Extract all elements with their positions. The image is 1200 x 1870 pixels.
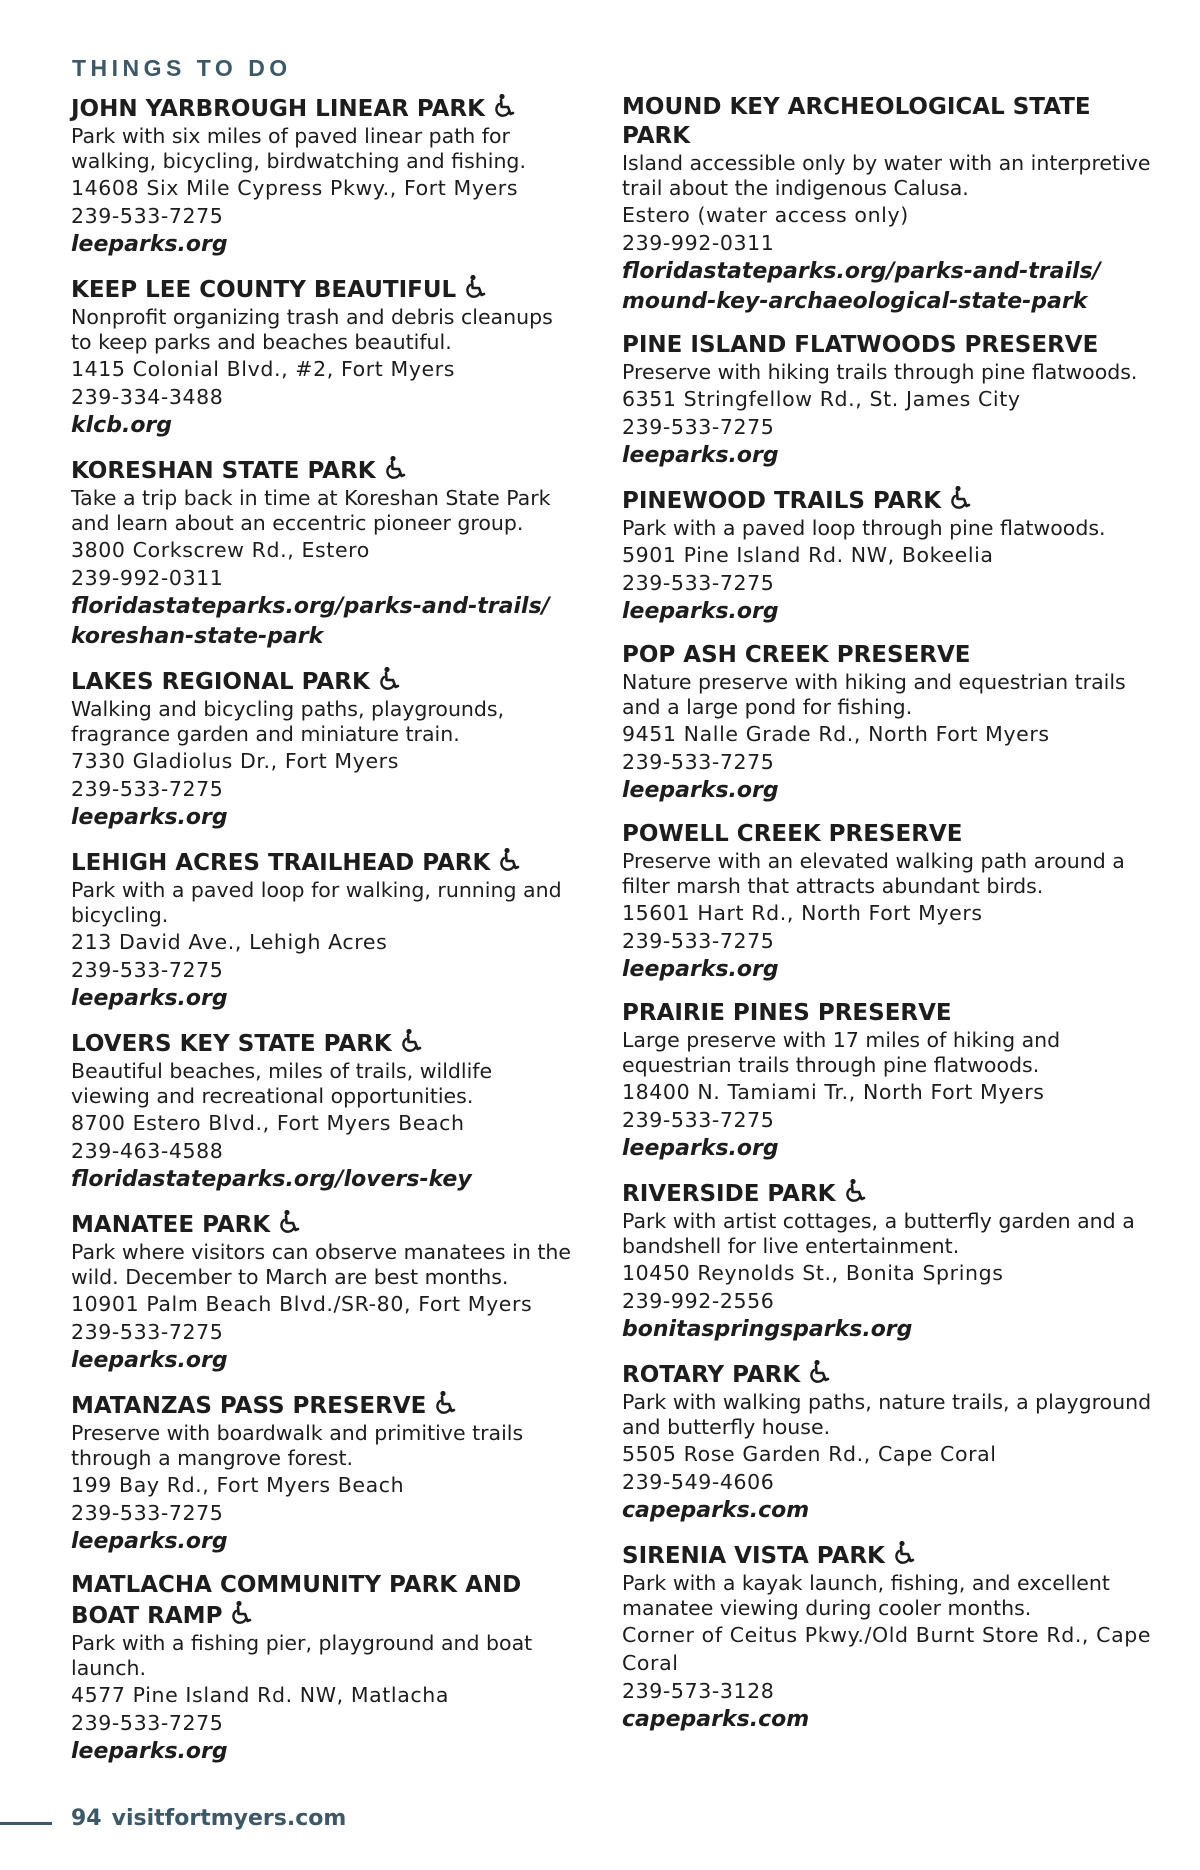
listing-address: 5505 Rose Garden Rd., Cape Coral [622,1442,997,1466]
listing-description: Park with six miles of paved linear path for walking, bicycling, birdwatching and fishing. [71,124,526,173]
listing-name [71,1390,571,1421]
listing-title: KEEP LEE COUNTY BEAUTIFUL [71,277,457,303]
listing-description: Park with a paved loop through pine flatwoods. [622,516,1106,540]
listing-phone: 239-533-7275 [71,1711,224,1735]
listing-title: RIVERSIDE PARK [622,1181,836,1207]
listing-website-link[interactable]: capeparks.com [622,1498,810,1523]
listing-title: ROTARY PARK [622,1362,801,1388]
listing-description: Preserve with an elevated walking path around a filter marsh that attracts abundant birds. [622,849,1125,898]
wheelchair-accessible-icon [398,1028,424,1054]
wheelchair-accessible-icon [496,847,522,873]
listing-entry [71,847,571,1014]
listing-website-link[interactable]: leeparks.org [71,1529,228,1554]
wheelchair-accessible-icon [891,1540,917,1566]
listing-website-link[interactable]: leeparks.org [71,232,228,257]
listing-address: 14608 Six Mile Cypress Pkwy., Fort Myers [71,176,519,200]
listing-name [622,93,1162,151]
listing-website-link[interactable]: floridastateparks.org/parks-and-trails/ koreshan-state-park [71,594,550,649]
listing-address: 5901 Pine Island Rd. NW, Bokeelia [622,543,994,567]
listing-title: LEHIGH ACRES TRAILHEAD PARK [71,850,491,876]
listing-address: 10450 Reynolds St., Bonita Springs [622,1261,1004,1285]
listing-phone: 239-533-7275 [622,750,775,774]
listing-description: Take a trip back in time at Koreshan State Park and learn about an eccentric pioneer group. [71,486,551,535]
wheelchair-accessible-icon [462,274,488,300]
listing-phone: 239-533-7275 [622,1108,775,1132]
section-title: THINGS TO DO [72,55,292,81]
listing-address: 15601 Hart Rd., North Fort Myers [622,901,983,925]
listing-entry [71,666,571,833]
listing-description: Island accessible only by water with an interpretive trail about the indigenous Calusa. [622,151,1151,200]
wheelchair-accessible-icon [228,1600,254,1626]
listing-name [71,274,571,305]
listing-phone: 239-533-7275 [71,204,224,228]
listing-description: Large preserve with 17 miles of hiking and equestrian trails through pine flatwoods. [622,1028,1061,1077]
listing-name [622,1540,1162,1571]
listing-description: Park with artist cottages, a butterfly garden and a bandshell for live entertainment. [622,1209,1135,1258]
listing-description: Nonprofit organizing trash and debris cleanups to keep parks and beaches beautiful. [71,305,553,354]
listing-phone: 239-463-4588 [71,1139,224,1163]
listing-name [622,331,1162,360]
listing-address: Estero (water access only) [622,203,909,227]
left-column [71,93,571,1781]
listing-name [71,1209,571,1240]
listing-description: Walking and bicycling paths, playgrounds, fragrance garden and miniature train. [71,697,505,746]
listing-address: 7330 Gladiolus Dr., Fort Myers [71,749,399,773]
listing-entry [71,1028,571,1195]
listing-address: 3800 Corkscrew Rd., Estero [71,538,370,562]
listing-entry [622,93,1162,317]
listing-description: Park with a fishing pier, playground and boat launch. [71,1631,533,1680]
listing-website-link[interactable]: floridastateparks.org/parks-and-trails/ mound-key-archaeological-state-park [622,259,1101,314]
listing-address: 10901 Palm Beach Blvd./SR-80, Fort Myers [71,1292,533,1316]
listing-website-link[interactable]: bonitaspringsparks.org [622,1317,913,1342]
listing-phone: 239-992-0311 [622,231,775,255]
listing-website-link[interactable]: leeparks.org [622,443,779,468]
listing-name [71,455,571,486]
listing-name [71,1028,571,1059]
wheelchair-accessible-icon [376,666,402,692]
listing-name [622,1359,1162,1390]
listing-title: MOUND KEY ARCHEOLOGICAL STATE PARK [622,94,1091,149]
listing-address: 8700 Estero Blvd., Fort Myers Beach [71,1111,465,1135]
listing-phone: 239-533-7275 [71,1320,224,1344]
listing-description: Beautiful beaches, miles of trails, wildlife viewing and recreational opportunities. [71,1059,493,1108]
listing-website-link[interactable]: klcb.org [71,413,173,438]
listing-phone: 239-533-7275 [622,929,775,953]
listing-title: LAKES REGIONAL PARK [71,669,370,695]
listing-title: MATANZAS PASS PRESERVE [71,1393,427,1419]
wheelchair-accessible-icon [432,1390,458,1416]
listing-address: 18400 N. Tamiami Tr., North Fort Myers [622,1080,1045,1104]
wheelchair-accessible-icon [806,1359,832,1385]
listing-website-link[interactable]: leeparks.org [71,805,228,830]
listing-name [622,641,1162,670]
listing-description: Nature preserve with hiking and equestrian trails and a large pond for fishing. [622,670,1126,719]
listing-entry [622,331,1162,471]
listing-name [622,820,1162,849]
listing-description: Park where visitors can observe manatees in the wild. December to March are best months. [71,1240,571,1289]
listing-website-link[interactable]: leeparks.org [622,1136,779,1161]
listing-title: MANATEE PARK [71,1212,271,1238]
listing-phone: 239-533-7275 [622,415,775,439]
page-number: 94 [71,1806,102,1831]
listing-name [71,847,571,878]
footer [71,1806,346,1831]
listing-phone: 239-533-7275 [622,571,775,595]
listing-address: 9451 Nalle Grade Rd., North Fort Myers [622,722,1050,746]
listing-website-link[interactable]: leeparks.org [71,1348,228,1373]
listing-title: MATLACHA COMMUNITY PARK AND BOAT RAMP [71,1572,522,1629]
listing-entry [71,1209,571,1376]
listing-title: KORESHAN STATE PARK [71,458,376,484]
wheelchair-accessible-icon [947,485,973,511]
listing-phone: 239-334-3488 [71,385,224,409]
listing-title: POP ASH CREEK PRESERVE [622,642,971,668]
listing-entry [622,820,1162,985]
listing-title: PRAIRIE PINES PRESERVE [622,1000,952,1026]
listing-title: LOVERS KEY STATE PARK [71,1031,392,1057]
listing-title: POWELL CREEK PRESERVE [622,821,963,847]
listing-phone: 239-533-7275 [71,1501,224,1525]
listing-entry [622,999,1162,1164]
listing-address: Corner of Ceitus Pkwy./Old Burnt Store Rd., Cape Coral [622,1623,1152,1675]
listing-address: 6351 Stringfellow Rd., St. James City [622,387,1021,411]
listing-website-link[interactable]: leeparks.org [622,778,779,803]
listing-title: JOHN YARBROUGH LINEAR PARK [71,96,485,122]
listing-entry [71,455,571,652]
listing-phone: 239-573-3128 [622,1679,775,1703]
listing-name [622,1178,1162,1209]
listing-description: Park with a kayak launch, fishing, and excellent manatee viewing during cooler months. [622,1571,1110,1620]
listing-entry [622,641,1162,806]
listing-entry [71,274,571,441]
listing-description: Preserve with boardwalk and primitive trails through a mangrove forest. [71,1421,524,1470]
listing-website-link[interactable]: floridastateparks.org/lovers-key [71,1167,472,1192]
listing-website-link[interactable]: leeparks.org [71,1739,228,1764]
listing-name [71,93,571,124]
listing-phone: 239-533-7275 [71,777,224,801]
listing-website-link[interactable]: leeparks.org [622,957,779,982]
listing-description: Park with a paved loop for walking, running and bicycling. [71,878,562,927]
listing-address: 199 Bay Rd., Fort Myers Beach [71,1473,405,1497]
listing-entry [622,485,1162,627]
listing-phone: 239-992-0311 [71,566,224,590]
listing-description: Preserve with hiking trails through pine flatwoods. [622,360,1138,384]
listing-name [71,666,571,697]
listing-address: 213 David Ave., Lehigh Acres [71,930,388,954]
listing-address: 4577 Pine Island Rd. NW, Matlacha [71,1683,450,1707]
listing-entry [622,1178,1162,1345]
footer-site: visitfortmyers.com [111,1806,347,1831]
listing-name [622,999,1162,1028]
listing-address: 1415 Colonial Blvd., #2, Fort Myers [71,357,456,381]
listing-website-link[interactable]: leeparks.org [71,986,228,1011]
listing-website-link[interactable]: leeparks.org [622,599,779,624]
listing-phone: 239-549-4606 [622,1470,775,1494]
wheelchair-accessible-icon [382,455,408,481]
listing-title: PINEWOOD TRAILS PARK [622,488,942,514]
listing-entry [622,1359,1162,1526]
listing-entry [71,1390,571,1557]
listing-name [71,1571,571,1631]
wheelchair-accessible-icon [276,1209,302,1235]
listing-title: PINE ISLAND FLATWOODS PRESERVE [622,332,1099,358]
listing-phone: 239-533-7275 [71,958,224,982]
wheelchair-accessible-icon [491,93,517,119]
listing-title: SIRENIA VISTA PARK [622,1543,885,1569]
listing-description: Park with walking paths, nature trails, a playground and butterfly house. [622,1390,1152,1439]
listing-entry [622,1540,1162,1735]
listing-phone: 239-992-2556 [622,1289,775,1313]
listing-name [622,485,1162,516]
listing-entry [71,1571,571,1767]
listing-entry [71,93,571,260]
right-column [622,93,1162,1749]
footer-rule [0,1822,52,1825]
listing-website-link[interactable]: capeparks.com [622,1707,810,1732]
wheelchair-accessible-icon [842,1178,868,1204]
